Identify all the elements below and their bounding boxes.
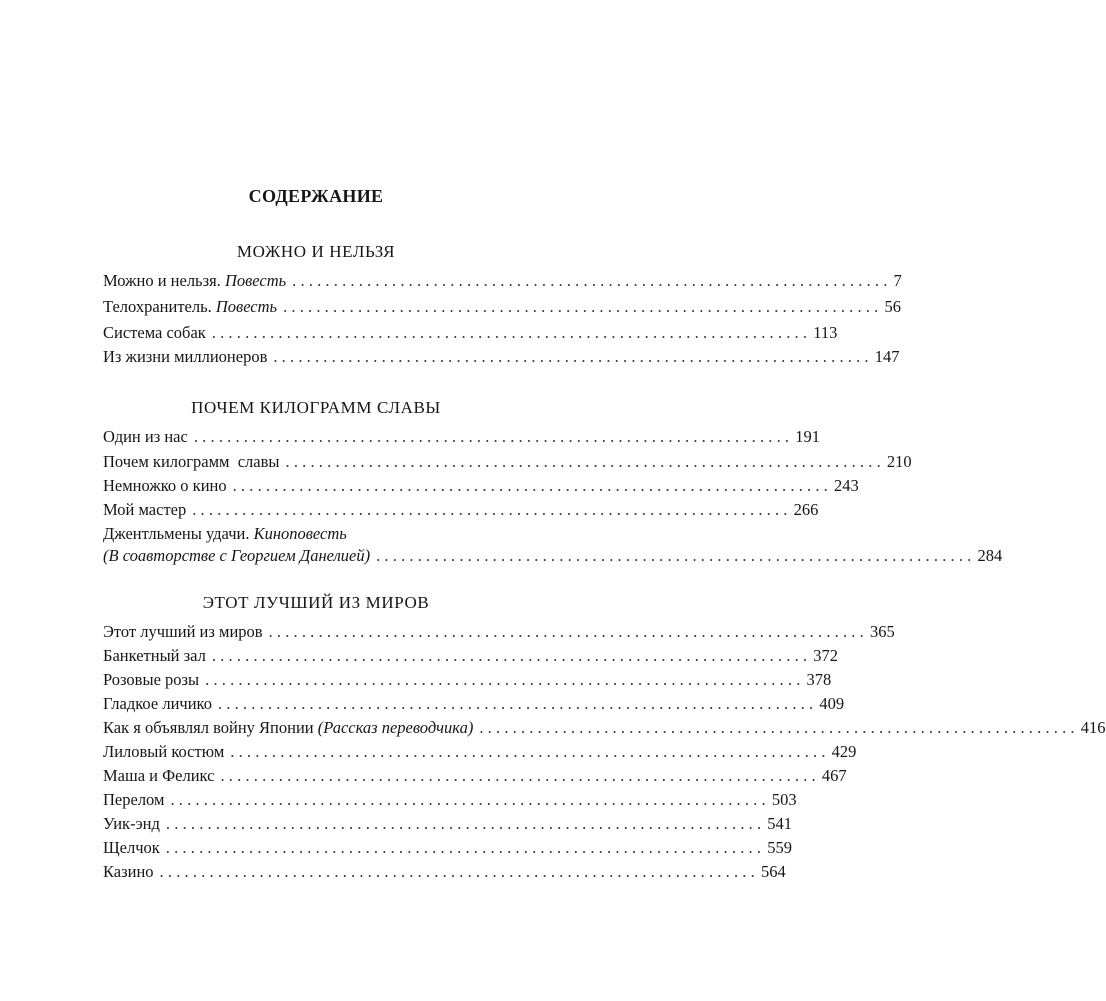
entry-title: Банкетный зал (103, 646, 206, 665)
toc-entry (103, 670, 832, 690)
entry-title: Джентльмены удачи. (103, 524, 250, 543)
toc-entry (103, 271, 902, 291)
section-heading-mozhno: МОЖНО И НЕЛЬЗЯ (236, 242, 396, 261)
dot-leader: ........................................................................ (230, 742, 830, 761)
entry-note: (В соавторстве с Георгием Данелией) (103, 546, 371, 565)
page-number: 429 (831, 742, 857, 761)
entry-title: Из жизни миллионеров (103, 347, 268, 366)
dot-leader: ........................................................................ (205, 670, 805, 689)
dot-leader: ........................................................................ (273, 347, 873, 366)
dot-leader: ........................................................................ (192, 500, 792, 519)
entry-title: Щелчок (103, 838, 160, 857)
dot-leader: ........................................................................ (211, 323, 812, 342)
page-number: 541 (767, 814, 793, 833)
page-number: 113 (813, 323, 838, 342)
page-number: 416 (1080, 718, 1106, 737)
entry-title: Один из нас (103, 427, 188, 446)
entry-title: Можно и нельзя. Повесть (103, 271, 287, 290)
page-number: 191 (795, 427, 820, 446)
dot-leader: ........................................................................ (285, 452, 885, 471)
dot-leader: ........................................................................ (479, 718, 1079, 737)
page-number: 409 (819, 694, 845, 713)
entry-title: Гладкое личико (103, 694, 212, 713)
toc-entry (103, 323, 838, 343)
page-number: 56 (884, 297, 901, 316)
toc-entry (103, 476, 859, 496)
entry-title: Почем килограмм славы (103, 452, 280, 471)
dot-leader: ........................................................................ (165, 838, 766, 857)
toc-entry (103, 718, 1106, 738)
page-number: 467 (821, 766, 847, 785)
section-heading-etot: ЭТОТ ЛУЧШИЙ ИЗ МИРОВ (202, 593, 430, 612)
dot-leader: ........................................................................ (170, 790, 770, 809)
toc-entry (103, 694, 845, 714)
page-number: 284 (977, 546, 1003, 565)
entry-title: Немножко о кино (103, 476, 227, 495)
entry-genre: Киноповесть (253, 524, 347, 543)
entry-title: Система собак (103, 323, 206, 342)
toc-entry-line1 (103, 524, 347, 544)
page-number: 559 (767, 838, 792, 857)
toc-entry (103, 838, 792, 858)
toc-entry (103, 427, 820, 447)
toc-entry (103, 814, 793, 834)
toc-entry (103, 790, 797, 810)
toc-entry (103, 546, 1003, 566)
dot-leader: ........................................................................ (211, 646, 812, 665)
dot-leader: ........................................................................ (220, 766, 820, 785)
toc-entry (103, 646, 839, 666)
page-number: 365 (869, 622, 895, 641)
entry-title: Перелом (103, 790, 165, 809)
entry-title: Мой мастер (103, 500, 187, 519)
entry-title: Телохранитель. Повесть (103, 297, 278, 316)
page-number: 503 (771, 790, 797, 809)
toc-entry (103, 452, 912, 472)
entry-title: Уик-энд (103, 814, 160, 833)
toc-entry (103, 622, 895, 642)
page-number: 266 (793, 500, 819, 519)
page-number: 378 (806, 670, 832, 689)
dot-leader: ........................................................................ (292, 271, 892, 290)
toc-entry (103, 347, 900, 367)
dot-leader: ........................................................................ (165, 814, 766, 833)
page-number: 243 (834, 476, 859, 495)
toc-entry (103, 742, 857, 762)
page-number: 210 (886, 452, 912, 471)
page-number: 564 (760, 862, 786, 881)
entry-title: Казино (103, 862, 154, 881)
page-number: 7 (893, 271, 902, 290)
entry-title: Как я объявлял войну Японии (Рассказ переводчика) (103, 718, 474, 737)
page-number: 372 (813, 646, 839, 665)
entry-title: Лиловый костюм (103, 742, 225, 761)
entry-title: Этот лучший из миров (103, 622, 263, 641)
dot-leader: ........................................................................ (283, 297, 883, 316)
dot-leader: ........................................................................ (376, 546, 976, 565)
dot-leader: ........................................................................ (159, 862, 759, 881)
dot-leader: ........................................................................ (193, 427, 794, 446)
toc-entry (103, 500, 819, 520)
page-title: СОДЕРЖАНИЕ (248, 186, 384, 206)
dot-leader: ........................................................................ (232, 476, 833, 495)
entry-title: Розовые розы (103, 670, 200, 689)
toc-entry (103, 297, 901, 317)
section-heading-pochem: ПОЧЕМ КИЛОГРАММ СЛАВЫ (191, 398, 441, 417)
toc-entry (103, 862, 786, 882)
page-number: 147 (874, 347, 900, 366)
dot-leader: ........................................................................ (217, 694, 818, 713)
dot-leader: ........................................................................ (268, 622, 868, 641)
entry-title: Маша и Феликс (103, 766, 215, 785)
toc-entry (103, 766, 847, 786)
